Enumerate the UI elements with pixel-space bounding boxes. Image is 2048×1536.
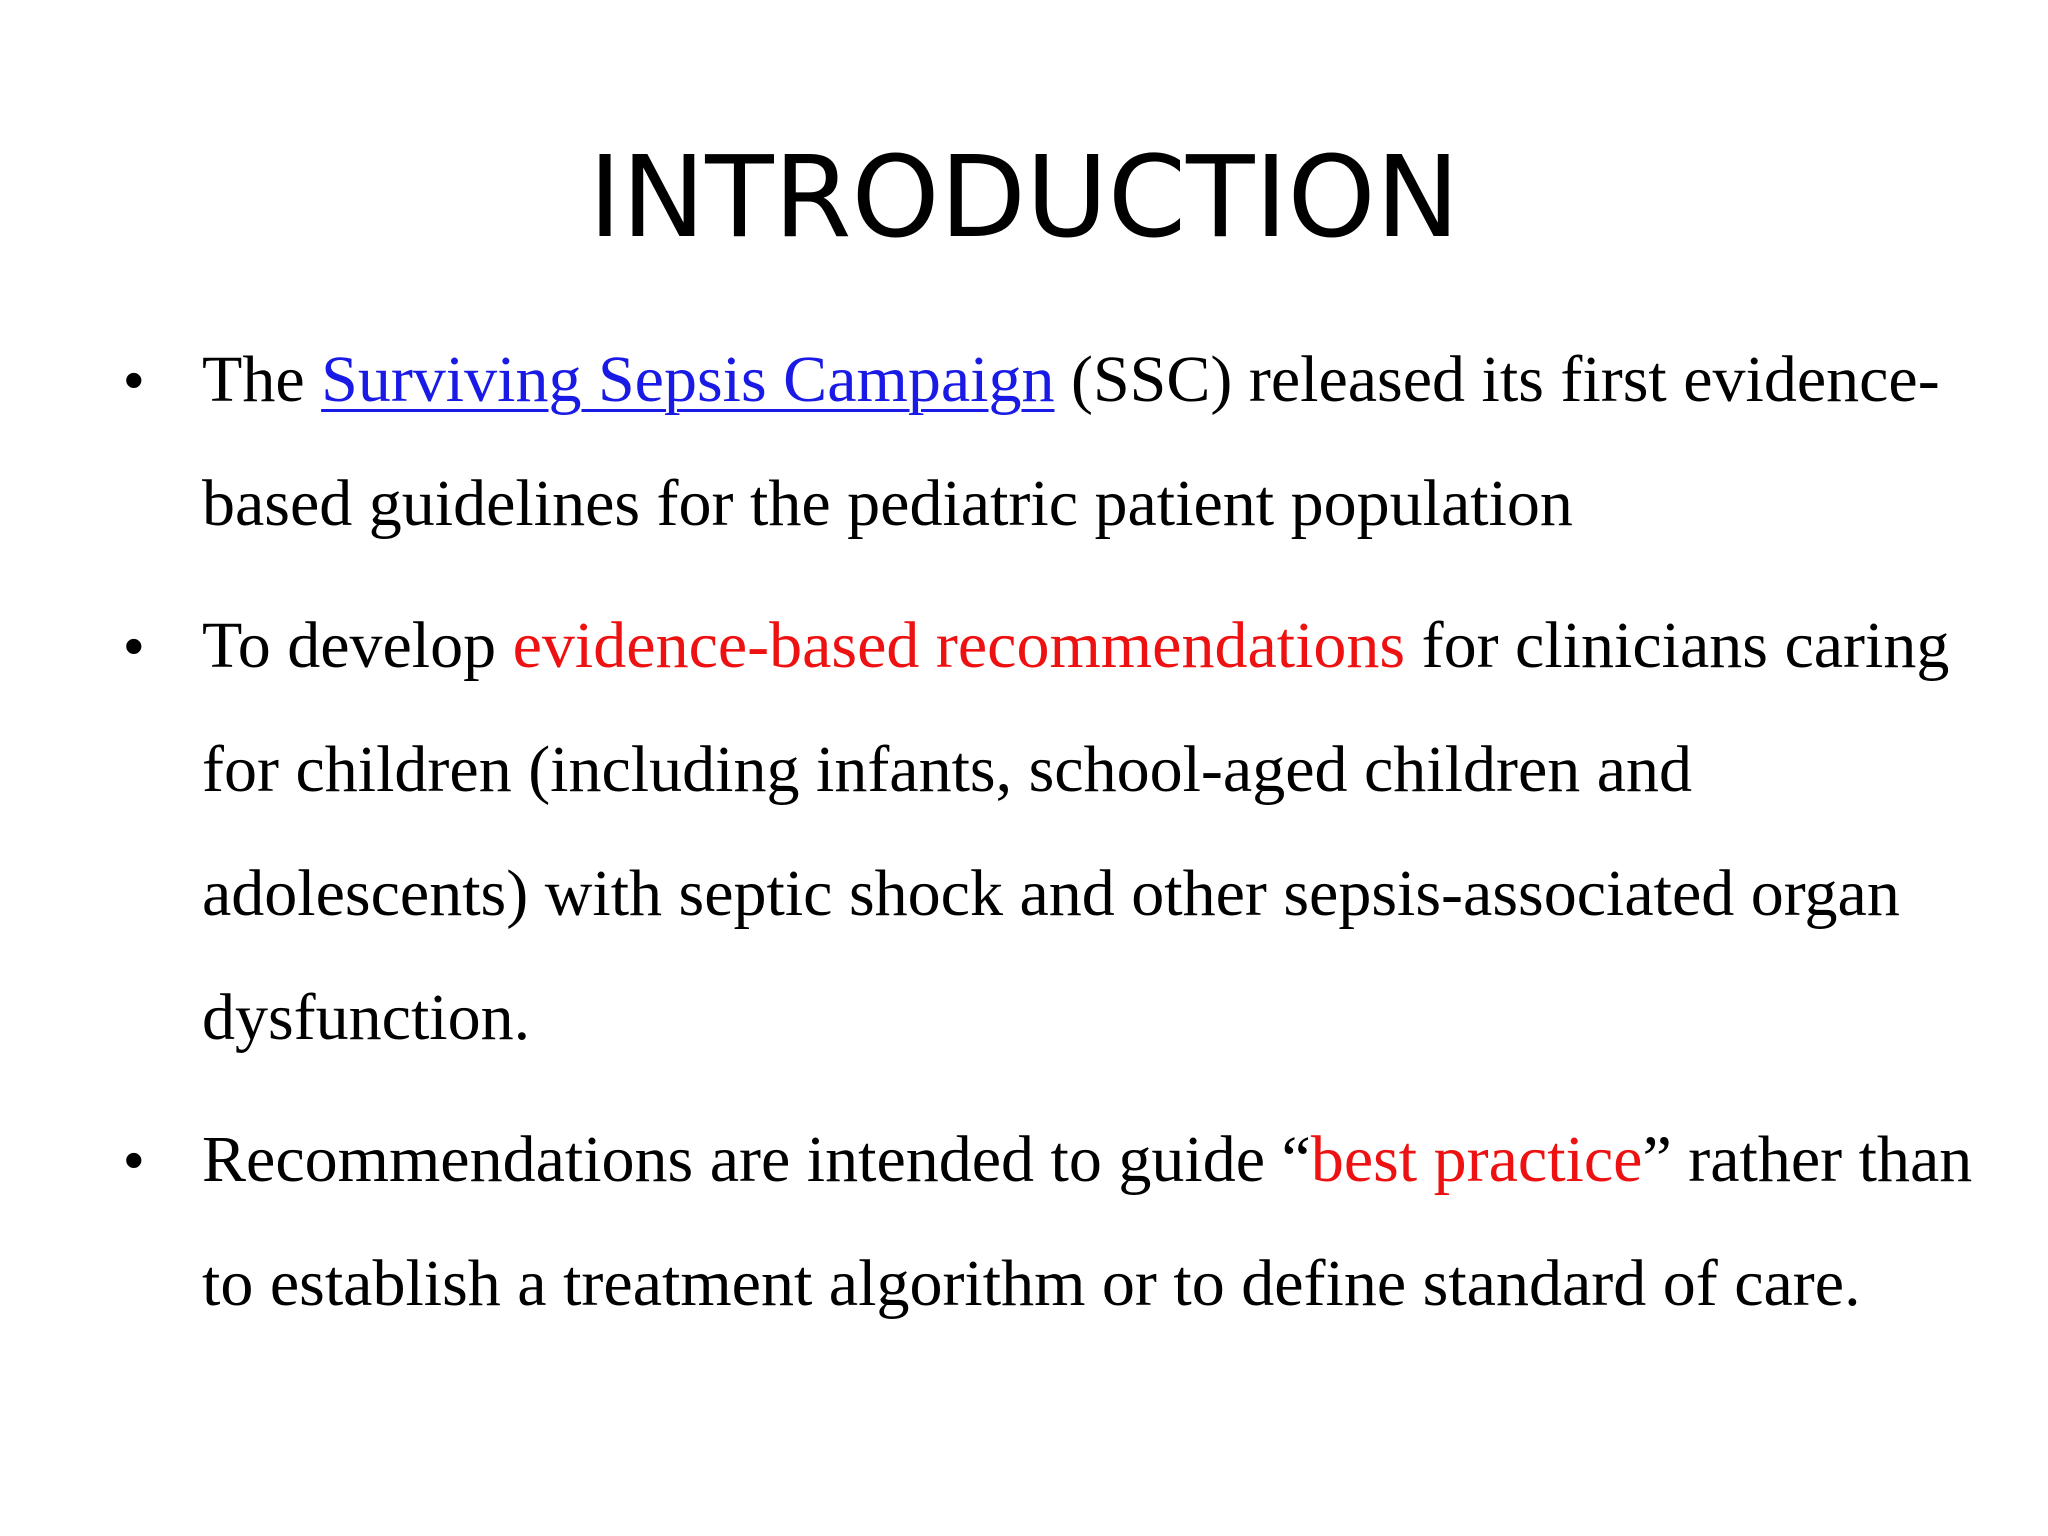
bullet-item-recommendations (118, 584, 1978, 1080)
bullet-text: Recommendations are intended to guide “ (202, 1123, 1311, 1196)
bullet-list (118, 318, 1978, 1346)
slide-title: INTRODUCTION (588, 133, 1460, 263)
bullet-text: The (202, 343, 322, 416)
bullet-text: (SSC) released its first evidence-based guidelines for the pediatric patient population (202, 343, 1940, 540)
bullet-text: To develop (202, 609, 513, 682)
bullet-marker: • (124, 348, 144, 411)
surviving-sepsis-campaign-link[interactable]: Surviving Sepsis Campaign (321, 343, 1055, 416)
bullet-marker: • (124, 614, 144, 677)
bullet-item-best-practice (118, 1098, 1978, 1346)
bullet-text: ” rather than to establish a treatment algorithm or to define standard of care. (202, 1123, 1973, 1320)
bullet-marker: • (124, 1128, 144, 1191)
highlighted-phrase: evidence-based recommendations (512, 609, 1406, 682)
bullet-text: for clinicians caring for children (including infants, school-aged children and adolescents) with septic shock and other sepsis-associated organ dysfunction. (202, 609, 1950, 1054)
bullet-item-ssc (118, 318, 1978, 566)
highlighted-phrase: best practice (1310, 1123, 1643, 1196)
